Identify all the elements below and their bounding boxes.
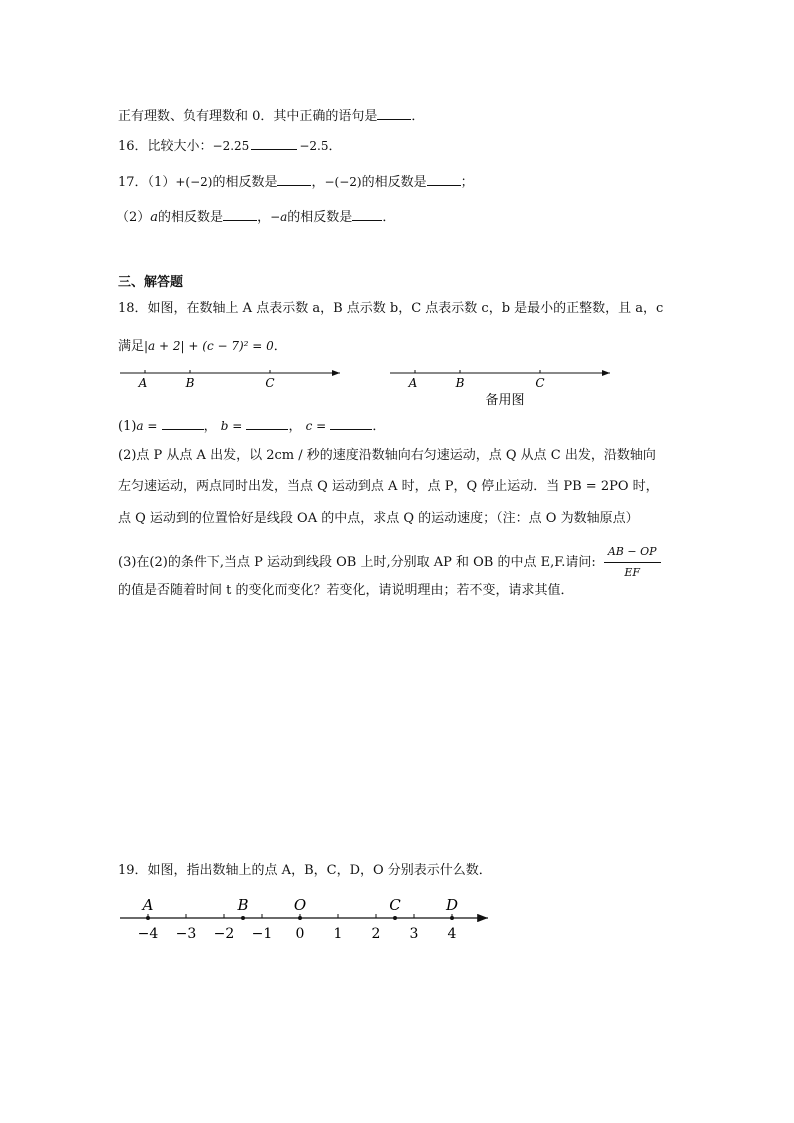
q17-blank4[interactable] [352,206,382,221]
q19-text: 19．如图，指出数轴上的点 A，B，C，D，O 分别表示什么数． [118,863,492,878]
q17-part2-prefix: （2） [116,210,151,225]
section-heading: 三、解答题 [118,275,184,290]
q16-line [118,135,341,156]
q17-end2: ． [382,210,396,225]
q19-tick-label: 2 [371,926,381,942]
q19-point-label-d: D [445,896,459,914]
q17-label1: 的相反数是 [212,175,278,190]
q18-part1-sep2: ， [288,419,302,434]
q17-line2 [116,206,395,227]
q19-tick-label: −4 [137,926,159,942]
q17-expr-b: −(−2) [324,175,362,189]
q18-number-line-main [120,370,340,390]
q19-tick-label: 3 [409,926,419,942]
q18-part3-line1 [118,543,665,582]
q18-spare-label-a: A [408,376,418,390]
q18-blank-a[interactable] [162,415,204,430]
q19-point-label-a: A [142,896,154,914]
q19-tick-label: 1 [333,926,343,942]
q19-point-label-b: B [237,896,249,914]
q16-end: ． [328,139,342,154]
q15-text: 正有理数、负有理数和 0．其中正确的语句是 [118,109,378,124]
q17-line1 [118,171,474,192]
q17-var-a: a [150,210,159,225]
q18-line1: 18．如图，在数轴上 A 点表示数 a，B 点示数 b，C 点表示数 c，b 是最小的正整数，且 a，c [118,301,664,316]
q16-left-value: −2.25 [212,139,250,153]
q17-var-neg-a: −a [270,210,288,224]
q18-fraction [604,543,661,582]
q19-point-c [393,916,397,920]
q19-tick-label: −2 [213,926,235,942]
q18-part1-a-label: a = [136,419,158,433]
q18-blank-b[interactable] [246,415,288,430]
q16-answer-blank[interactable] [251,135,297,150]
q17-label2: 的相反数是 [361,175,427,190]
q18-part2-line3: 点 Q 运动到的位置恰好是线段 OA 的中点，求点 Q 的运动速度；（注：点 O 为数轴原点） [118,511,639,526]
q18-part2-line2: 左匀速运动，两点同时出发，当点 Q 运动到点 A 时，点 P，Q 停止运动．当 PB = 2PO 时， [118,479,659,494]
q18-part1-b-label: b = [220,419,243,433]
q18-part1-c-label: c = [305,419,327,433]
q18-label-c: C [265,376,275,390]
q18-equation: |a + 2| + (c − 7)² = 0 [144,339,274,353]
q19-point-o [298,916,302,920]
q19-point-d [450,916,454,920]
q17-end1: ； [460,175,474,190]
q18-fraction-numerator: AB − OP [604,543,661,563]
q17-blank3[interactable] [223,206,257,221]
q17-blank2[interactable] [427,171,461,186]
q17-label3: 的相反数是 [158,210,224,225]
q17-expr-a: +(−2) [175,175,213,189]
q18-part2-line1: (2)点 P 从点 A 出发，以 2cm / 秒的速度沿数轴向右匀速运动，点 Q 从点 C 出发，沿数轴向 [118,448,656,463]
q19-point-label-o: O [293,896,307,914]
q18-part3-line2: 的值是否随着时间 t 的变化而变化？若变化，请说明理由；若不变，请求其值． [118,583,574,598]
q18-part1-end: ． [372,419,386,434]
q18-end: ． [273,339,287,354]
q18-number-line-figure [0,362,794,412]
q18-spare-label-c: C [535,376,545,390]
q18-spare-label-b: B [455,376,465,390]
q19-point-b [241,916,245,920]
q18-spare-caption: 备用图 [485,393,525,408]
q18-label-a: A [138,376,148,390]
q17-sep1: ， [311,175,325,190]
q15-end: ． [411,109,425,124]
q18-part1 [118,415,385,436]
q18-part1-sep1: ， [203,419,217,434]
q18-fraction-denominator: EF [624,566,641,579]
q17-sep2: ， [257,210,271,225]
q19-point-a [146,916,150,920]
q18-part3-text: (3)在(2)的条件下,当点 P 运动到线段 OB 上时,分别取 AP 和 OB 的中点 E,F.请问: [118,555,596,570]
q19-point-label-c: C [389,896,401,914]
q15-answer-blank[interactable] [377,105,411,120]
q19-number-line-figure [0,888,794,948]
q16-right-value: −2.5 [299,139,329,153]
q17-blank1[interactable] [277,171,311,186]
q19-points [141,896,458,920]
q18-blank-c[interactable] [330,415,372,430]
q17-label4: 的相反数是 [287,210,353,225]
q18-number-line-spare [390,370,610,408]
q18-condition-label: 满足 [118,339,145,354]
q19-tick-label: −1 [251,926,273,942]
q16-prefix: 16．比较大小： [118,139,213,154]
q17-prefix: 17．（1） [118,175,176,190]
q18-line2 [118,337,287,356]
q19-tick-label: 4 [447,926,457,942]
q19-tick-label: 0 [295,926,305,942]
q18-part1-prefix: (1) [118,419,137,434]
q15-line [118,105,424,126]
q18-label-b: B [185,376,195,390]
q19-tick-label: −3 [175,926,197,942]
